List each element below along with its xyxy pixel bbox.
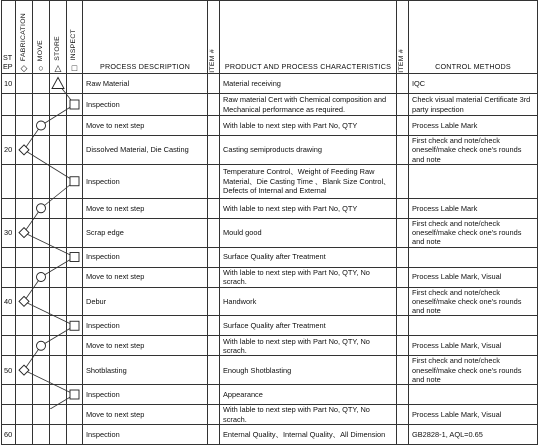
characteristics-cell: Temperature Control、Weight of Feeding Raw Material、Die Casting Time 、Blank Size Control、Defects of Internal and External — [220, 164, 397, 198]
table-row — [2, 116, 538, 136]
table-row — [2, 136, 538, 165]
inspect-cell — [67, 316, 83, 336]
control-method-cell: Process Lable Mark — [409, 116, 538, 136]
table-row — [2, 385, 538, 405]
control-method-cell: Process Lable Mark — [409, 198, 538, 218]
fabrication-cell — [16, 198, 33, 218]
inspect-cell — [67, 198, 83, 218]
table-row — [2, 316, 538, 336]
move-cell — [33, 267, 50, 287]
fabrication-cell — [16, 336, 33, 356]
store-cell — [50, 356, 67, 385]
inspect-cell — [67, 425, 83, 445]
fabrication-cell — [16, 164, 33, 198]
circle-icon: ○ — [38, 63, 44, 73]
process-description-cell: Move to next step — [83, 198, 208, 218]
item-number-cell — [208, 316, 220, 336]
process-description-cell: Move to next step — [83, 267, 208, 287]
step-cell — [2, 336, 16, 356]
control-method-cell: First check and note/check oneself/make check one's rounds and note — [409, 287, 538, 316]
inspect-cell — [67, 287, 83, 316]
store-cell — [50, 247, 67, 267]
move-cell — [33, 136, 50, 165]
fabrication-cell — [16, 425, 33, 445]
characteristics-cell: Material receiving — [220, 74, 397, 94]
process-description-cell: Move to next step — [83, 405, 208, 425]
item-number-cell — [397, 287, 409, 316]
process-description-cell: Move to next step — [83, 116, 208, 136]
control-method-cell: First check and note/check oneself/make check one's rounds and note — [409, 356, 538, 385]
process-description-cell: Raw Material — [83, 74, 208, 94]
store-label: STORE — [53, 36, 61, 61]
move-cell — [33, 247, 50, 267]
item-number-cell — [208, 74, 220, 94]
step-cell — [2, 198, 16, 218]
control-methods-header: CONTROL METHODS — [409, 1, 538, 74]
inspect-cell — [67, 116, 83, 136]
table-row — [2, 336, 538, 356]
characteristics-cell: Enough Shotblasting — [220, 356, 397, 385]
process-flow-table — [1, 0, 538, 445]
process-description-cell: Inspection — [83, 385, 208, 405]
table-row — [2, 218, 538, 247]
step-cell: 20 — [2, 136, 16, 165]
characteristics-cell: Raw material Cert with Chemical composition and Mechanical performance as required. — [220, 94, 397, 116]
fabrication-cell — [16, 385, 33, 405]
inspect-cell — [67, 336, 83, 356]
item-number-cell — [208, 164, 220, 198]
store-cell — [50, 198, 67, 218]
item-number-cell — [397, 198, 409, 218]
step-cell: 50 — [2, 356, 16, 385]
move-cell — [33, 218, 50, 247]
fabrication-cell — [16, 116, 33, 136]
step-header: ST EP — [2, 1, 16, 74]
characteristics-cell: Surface Quality after Treatment — [220, 247, 397, 267]
store-cell — [50, 116, 67, 136]
control-method-cell: Check visual material Certificate 3rd party inspection — [409, 94, 538, 116]
item-number-cell — [208, 287, 220, 316]
item-number-cell — [208, 94, 220, 116]
process-description-header: PROCESS DESCRIPTION — [83, 1, 208, 74]
item-number-cell — [397, 385, 409, 405]
item-number-cell — [208, 136, 220, 165]
control-method-cell: First check and note/check oneself/make check one's rounds and note — [409, 218, 538, 247]
move-cell — [33, 336, 50, 356]
step-cell — [2, 116, 16, 136]
store-cell — [50, 385, 67, 405]
process-description-cell: Inspection — [83, 164, 208, 198]
item-number-header-2 — [397, 1, 409, 74]
control-method-cell — [409, 164, 538, 198]
move-cell — [33, 74, 50, 94]
item-number-cell — [397, 94, 409, 116]
characteristics-cell: Appearance — [220, 385, 397, 405]
store-header — [50, 1, 67, 74]
store-cell — [50, 136, 67, 165]
item-number-cell — [397, 218, 409, 247]
item-number-cell — [397, 336, 409, 356]
fabrication-label: FABRICATION — [19, 12, 27, 61]
characteristics-cell: With lable to next step with Part No, QTY, No scrach. — [220, 336, 397, 356]
move-cell — [33, 425, 50, 445]
fabrication-cell — [16, 405, 33, 425]
store-cell — [50, 316, 67, 336]
store-cell — [50, 287, 67, 316]
item-number-cell — [397, 164, 409, 198]
process-description-cell: Scrap edge — [83, 218, 208, 247]
store-cell — [50, 425, 67, 445]
step-cell: 40 — [2, 287, 16, 316]
item-number-cell — [397, 425, 409, 445]
table-row — [2, 247, 538, 267]
move-cell — [33, 405, 50, 425]
step-cell — [2, 405, 16, 425]
move-cell — [33, 356, 50, 385]
fabrication-cell — [16, 267, 33, 287]
move-cell — [33, 287, 50, 316]
step-cell — [2, 247, 16, 267]
step-cell: 30 — [2, 218, 16, 247]
item-number-cell — [397, 74, 409, 94]
process-description-cell: Shotblasting — [83, 356, 208, 385]
inspect-cell — [67, 385, 83, 405]
table-row — [2, 287, 538, 316]
inspect-cell — [67, 94, 83, 116]
item-number-cell — [397, 116, 409, 136]
store-cell — [50, 218, 67, 247]
fabrication-cell — [16, 316, 33, 336]
item-number-cell — [208, 336, 220, 356]
item-number-cell — [397, 136, 409, 165]
control-method-cell: Process Lable Mark, Visual — [409, 405, 538, 425]
control-method-cell: Process Lable Mark, Visual — [409, 336, 538, 356]
item-number-label-2: ITEM # — [398, 49, 406, 73]
control-method-cell — [409, 385, 538, 405]
fabrication-cell — [16, 218, 33, 247]
characteristics-cell: With lable to next step with Part No, QTY, No scrach. — [220, 405, 397, 425]
process-description-cell: Inspection — [83, 425, 208, 445]
move-label: MOVE — [36, 39, 44, 61]
fabrication-cell — [16, 74, 33, 94]
item-number-header-1 — [208, 1, 220, 74]
step-cell — [2, 385, 16, 405]
move-header — [33, 1, 50, 74]
inspect-cell — [67, 405, 83, 425]
step-cell — [2, 94, 16, 116]
fabrication-cell — [16, 136, 33, 165]
table-row — [2, 425, 538, 445]
inspect-label: INSPECT — [70, 29, 78, 61]
control-method-cell: First check and note/check oneself/make check one's rounds and note — [409, 136, 538, 165]
control-method-cell — [409, 316, 538, 336]
item-number-label-1: ITEM # — [209, 49, 217, 73]
item-number-cell — [208, 356, 220, 385]
process-description-cell: Debur — [83, 287, 208, 316]
store-cell — [50, 405, 67, 425]
characteristics-cell: Mould good — [220, 218, 397, 247]
item-number-cell — [397, 267, 409, 287]
item-number-cell — [208, 247, 220, 267]
process-description-cell: Inspection — [83, 94, 208, 116]
step-cell: 10 — [2, 74, 16, 94]
table-row — [2, 405, 538, 425]
table-row — [2, 94, 538, 116]
control-method-cell: IQC — [409, 74, 538, 94]
move-cell — [33, 385, 50, 405]
step-cell — [2, 316, 16, 336]
fabrication-cell — [16, 287, 33, 316]
table-row — [2, 356, 538, 385]
fabrication-cell — [16, 247, 33, 267]
store-cell — [50, 336, 67, 356]
store-cell — [50, 164, 67, 198]
inspect-cell — [67, 356, 83, 385]
store-cell — [50, 267, 67, 287]
step-cell — [2, 267, 16, 287]
item-number-cell — [397, 405, 409, 425]
item-number-cell — [208, 385, 220, 405]
fabrication-header — [16, 1, 33, 74]
square-icon: □ — [71, 63, 78, 73]
move-cell — [33, 198, 50, 218]
move-cell — [33, 94, 50, 116]
store-cell — [50, 74, 67, 94]
inspect-cell — [67, 247, 83, 267]
store-cell — [50, 94, 67, 116]
diamond-icon: ◇ — [20, 63, 28, 73]
characteristics-cell: Enternal Quality、Internal Quality、All Dimension — [220, 425, 397, 445]
process-description-cell: Inspection — [83, 316, 208, 336]
item-number-cell — [208, 425, 220, 445]
item-number-cell — [208, 198, 220, 218]
item-number-cell — [208, 267, 220, 287]
table-row — [2, 74, 538, 94]
table-row — [2, 198, 538, 218]
characteristics-cell: Casting semiproducts drawing — [220, 136, 397, 165]
fabrication-cell — [16, 356, 33, 385]
control-method-cell: GB2828-1, AQL=0.65 — [409, 425, 538, 445]
inspect-cell — [67, 74, 83, 94]
item-number-cell — [208, 218, 220, 247]
characteristics-header: PRODUCT AND PROCESS CHARACTERISTICS — [220, 1, 397, 74]
triangle-icon: △ — [54, 63, 62, 73]
process-description-cell: Dissolved Material, Die Casting — [83, 136, 208, 165]
step-cell: 60 — [2, 425, 16, 445]
process-description-cell: Move to next step — [83, 336, 208, 356]
process-description-cell: Inspection — [83, 247, 208, 267]
fabrication-cell — [16, 94, 33, 116]
item-number-cell — [208, 116, 220, 136]
inspect-cell — [67, 267, 83, 287]
item-number-cell — [397, 316, 409, 336]
characteristics-cell: Handwork — [220, 287, 397, 316]
inspect-cell — [67, 218, 83, 247]
header-row — [2, 1, 538, 74]
characteristics-cell: With lable to next step with Part No, QTY — [220, 198, 397, 218]
control-method-cell: Process Lable Mark, Visual — [409, 267, 538, 287]
item-number-cell — [397, 356, 409, 385]
characteristics-cell: With lable to next step with Part No, QTY, No scrach. — [220, 267, 397, 287]
item-number-cell — [397, 247, 409, 267]
characteristics-cell: Surface Quality after Treatment — [220, 316, 397, 336]
process-rows — [2, 74, 538, 445]
step-cell — [2, 164, 16, 198]
table-row — [2, 267, 538, 287]
move-cell — [33, 164, 50, 198]
inspect-cell — [67, 136, 83, 165]
move-cell — [33, 316, 50, 336]
table-row — [2, 164, 538, 198]
item-number-cell — [208, 405, 220, 425]
control-method-cell — [409, 247, 538, 267]
inspect-header — [67, 1, 83, 74]
move-cell — [33, 116, 50, 136]
inspect-cell — [67, 164, 83, 198]
characteristics-cell: With lable to next step with Part No, QTY — [220, 116, 397, 136]
